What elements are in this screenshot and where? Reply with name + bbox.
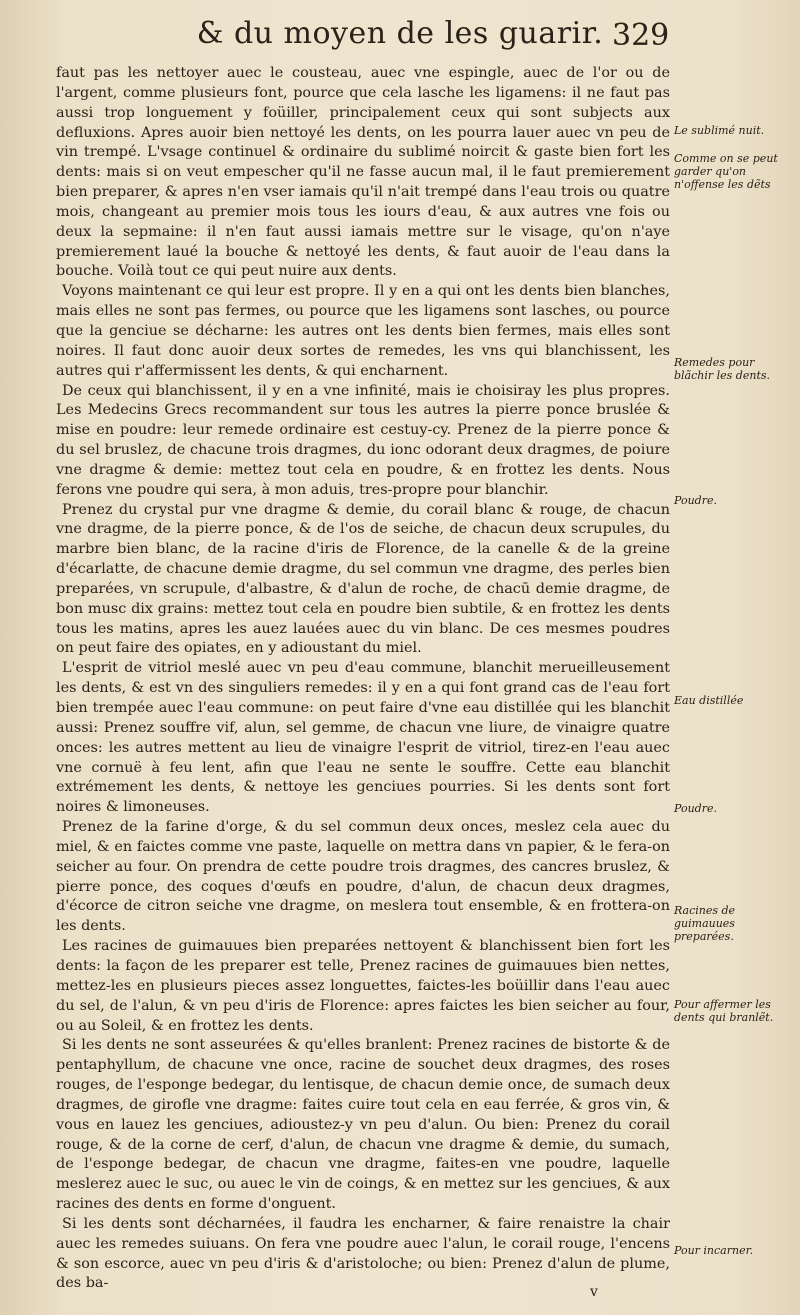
paragraph: Prenez du crystal pur vne dragme & demie, du corail blanc & rouge, de chacun vne dragme, de la pierre ponce, & de l'os de seiche, de chacun deux scrupules, du marbre bien blanc, de la racine d'iris de Florence, de la canelle & de la greine d'écarlatte, de chacune demie dragme, du sel commun vne dragme, des perles bien preparées, vn scrupule, d'albastre, & d'alun de roche, de chacū demie dragme, de bon musc dix grains: mettez tout cela en poudre bien subtile, & en frottez les dents tous les matins, apres les auez lauées auec du vin blanc. De ces mesmes poudres on peut faire des opiates, en y adioustant du miel. [56,501,670,657]
paragraph: Si les dents ne sont asseurées & qu'elles branlent: Prenez racines de bistorte & de pentaphyllum, de chacune vne once, racine de souchet deux dragmes, des roses rouges, de l'esponge bedegar, du lentisque, de chacun demie once, de sumach deux dragmes, de girofle vne dragme: faites cuire tout cela en eau ferrée, & gros vin, & vous en lauez les genciues, adioustez-y vn peu d'alun. Ou bien: Prenez du corail rouge, & de la corne de cerf, d'alun, de chacun vne dragme & demie, du sumach, de l'esponge bedegar, de chacun vne dragme, faites-en vne poudre, laquelle meslerez auec le suc, ou auec le vin de coings, & en mettez sur les genciues, & aux racines des dents en forme d'onguent. [56,1037,670,1213]
margin-note: Poudre. [674,802,717,815]
body-text [56,64,670,1304]
paragraph: De ceux qui blanchissent, il y en a vne infinité, mais ie choisiray les plus propres. Les Medecins Grecs recommandent sur tous les autres la pierre ponce bruslée & mise en poudre: leur remede ordinaire est cestuy-cy. Prenez de la pierre ponce & du sel bruslez, de chacune trois dragmes, du ionc odorant deux dragmes, de poiure vne dragme & demie: mettez tout cela en poudre, & en frottez les dents. Nous ferons vne poudre qui sera, à mon aduis, tres-propre pour blanchir. [56,382,670,498]
paragraph: Si les dents sont décharnées, il faudra les encharner, & faire renaistre la chair auec les remedes suiuans. On fera vne poudre auec l'alun, le corail rouge, l'encens & son escorce, auec vn peu d'iris & d'aristoloche; ou bien: Prenez d'alun de plume, des ba- [56,1215,670,1292]
paragraph: Les racines de guimauues bien preparées nettoyent & blanchissent bien fort les dents: la façon de les preparer est telle, Prenez racines de guimauues bien nettes, mettez-les en plusieurs pieces assez longuettes, faictes-les boüillir dans l'eau auec du sel, de l'alun, & vn peu d'iris de Florence: apres faictes les bien seicher au four, ou au Soleil, & en frottez les dents. [56,938,670,1034]
page-number: 329 [612,18,670,53]
margin-note: Comme on se peut garder qu'on n'offense les dẽts [674,152,778,191]
paragraph: Prenez de la farine d'orge, & du sel commun deux onces, meslez cela auec du miel, & en faictes comme vne paste, laquelle on mettra dans vn papier, & le fera-on seicher au four. On prendra de cette poudre trois dragmes, des cancres bruslez, & pierre ponce, des coques d'œufs en poudre, d'alun, de chacun deux dragmes, d'écorce de citron seiche vne dragme, on meslera tout ensemble, & en frottera-on les dents. [56,819,670,935]
margin-note: Poudre. [674,494,717,507]
paragraph: L'esprit de vitriol meslé auec vn peu d'eau commune, blanchit merueilleusement les dents, & est vn des singuliers remedes: il y en a qui font grand cas de l'eau fort bien trempée auec l'eau commune: on peut faire d'vne eau distillée qui les blanchit aussi: Prenez souffre vif, alun, sel gemme, de chacun vne liure, de vinaigre quatre onces: les autres mettent au lieu de vinaigre l'esprit de vitriol, tirez-en l'eau auec vne cornuë à feu lent, afin que l'eau ne sente le souffre. Cette eau blanchit extrémement les dents, & nettoye les genciues pourries. Si les dents sont fort noires & limoneuses. [56,660,670,816]
paragraph: faut pas les nettoyer auec le cousteau, auec vne espingle, auec de l'or ou de l'argent, comme plusieurs font, pource que cela lasche les ligamens: il ne faut pas aussi trop longuement y foüiller, principalement ceux qui sont subjects aux defluxions. Apres auoir bien nettoyé les dents, on les pourra lauer auec vn peu de vin trempé. L'vsage continuel & ordinaire du sublimé noircit & gaste bien fort les dents: mais si on veut empescher qu'il ne fasse aucun mal, il le faut premierement bien preparer, & apres n'en vser iamais qu'il n'ait trempé dans l'eau trois ou quatre mois, changeant au premier mois tous les iours d'eau, & aux autres vne fois ou deux la sepmaine: il n'en faut aussi iamais mettre sur le visage, qu'on n'aye premierement laué la bouche & nettoyé les dents, & faut auoir de l'eau dans la bouche. Voilà tout ce qui peut nuire aux dents. [56,65,670,280]
catchword: v [590,1284,598,1300]
margin-note: Remedes pour blãchir les dents. [674,356,771,382]
margin-note: Pour affermer les dents qui branlẽt. [674,998,774,1024]
margin-note: Racines de guimauues preparées. [674,904,736,943]
margin-note: Pour incarner. [674,1244,754,1257]
running-head: & du moyen de les guarir. [196,16,604,51]
margin-note: Le sublimé nuit. [674,124,765,137]
margin-notes [674,0,794,1315]
margin-note: Eau distillée [674,694,744,707]
paragraph: Voyons maintenant ce qui leur est propre. Il y en a qui ont les dents bien blanches, mais elles ne sont pas fermes, ou pource que les ligamens sont lasches, ou pource que la genciue se décharne: les autres ont les dents bien fermes, mais elles sont noires. Il faut donc auoir deux sortes de remedes, les vns qui blanchissent, les autres qui r'affermissent les dents, & qui encharnent. [56,283,670,379]
